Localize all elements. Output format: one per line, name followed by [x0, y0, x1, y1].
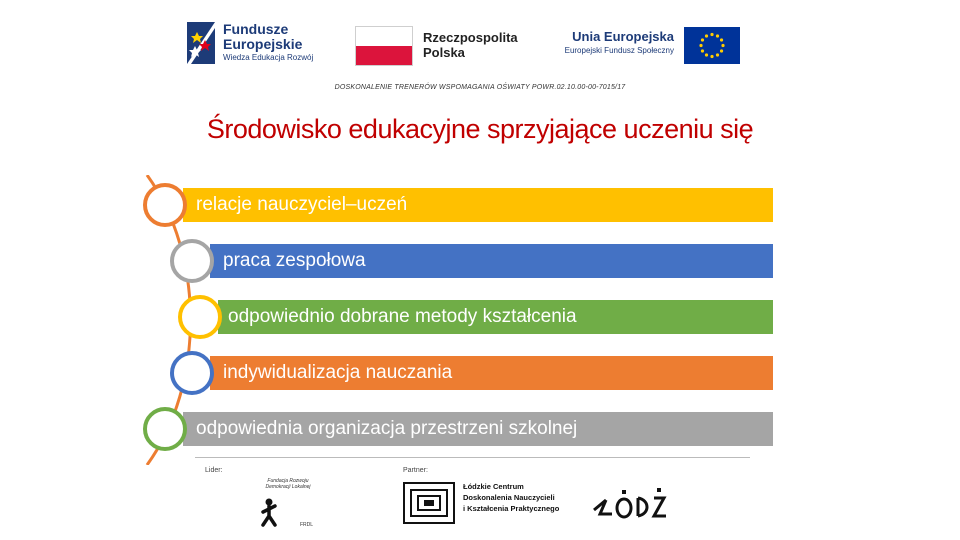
walking-person-icon: [255, 478, 315, 528]
list-item-circle: [143, 407, 187, 451]
list-item-bar: [210, 356, 773, 390]
logo-bar: [0, 0, 960, 80]
eu-flag-icon: [684, 27, 740, 64]
list-item-label: odpowiednio dobrane metody kształcenia: [228, 306, 577, 327]
list-item-bar: [210, 244, 773, 278]
partner-label: Partner:: [403, 467, 428, 474]
frdl-caption: Fundacja Rozwoju Demokracji Lokalnej: [265, 478, 311, 490]
frdl-logo: [255, 478, 315, 528]
ldnikp-line1: Łódzkie Centrum: [463, 482, 524, 491]
rzeczpospolita-label: Rzeczpospolita: [423, 30, 518, 45]
rzeczpospolita-polska-logo: [355, 26, 535, 66]
leader-label: Lider:: [205, 467, 223, 474]
list-item-circle: [170, 239, 214, 283]
fundusze-label: Fundusze: [223, 21, 289, 37]
ldnikp-mark-icon: [403, 482, 455, 524]
ldnikp-logo: [403, 479, 563, 527]
wiedza-edukacja-rozwoj-label: Wiedza Edukacja Rozwój: [223, 53, 314, 62]
efs-label: Europejski Fundusz Społeczny: [564, 46, 674, 55]
project-number: DOSKONALENIE TRENERÓW WSPOMAGANIA OŚWIATY POWR.02.10.00-00-7015/17: [334, 84, 626, 91]
list-item-bar: [183, 412, 773, 446]
list-item-circle: [178, 295, 222, 339]
list-item-circle: [170, 351, 214, 395]
polska-label: Polska: [423, 45, 465, 60]
list-item-label: odpowiednia organizacja przestrzeni szkolnej: [196, 418, 578, 439]
polish-flag-icon: [355, 26, 413, 66]
list-item-label: praca zespołowa: [223, 250, 366, 271]
frdl-mark: FRDL: [299, 522, 313, 528]
list-item-label: indywidualizacja nauczania: [223, 362, 453, 383]
list-item-label: relacje nauczyciel–uczeń: [196, 194, 408, 215]
list-item-circle: [143, 183, 187, 227]
ldnikp-line2: Doskonalenia Nauczycieli: [463, 493, 555, 502]
ldnikp-line3: i Kształcenia Praktycznego: [463, 504, 560, 513]
europejskie-label: Europejskie: [223, 36, 303, 52]
list-item-bar: [183, 188, 773, 222]
lodz-logo-icon: [590, 484, 670, 524]
fundusze-europejskie-logo: [185, 18, 325, 72]
list-diagram: [135, 175, 795, 465]
footer-divider: [195, 457, 750, 458]
page-title: Środowisko edukacyjne sprzyjające uczeniu się: [206, 114, 754, 144]
unia-europejska-logo: [548, 27, 740, 67]
list-item-bar: [218, 300, 773, 334]
fundusze-europejskie-icon: [185, 18, 219, 66]
unia-europejska-label: Unia Europejska: [572, 29, 674, 44]
